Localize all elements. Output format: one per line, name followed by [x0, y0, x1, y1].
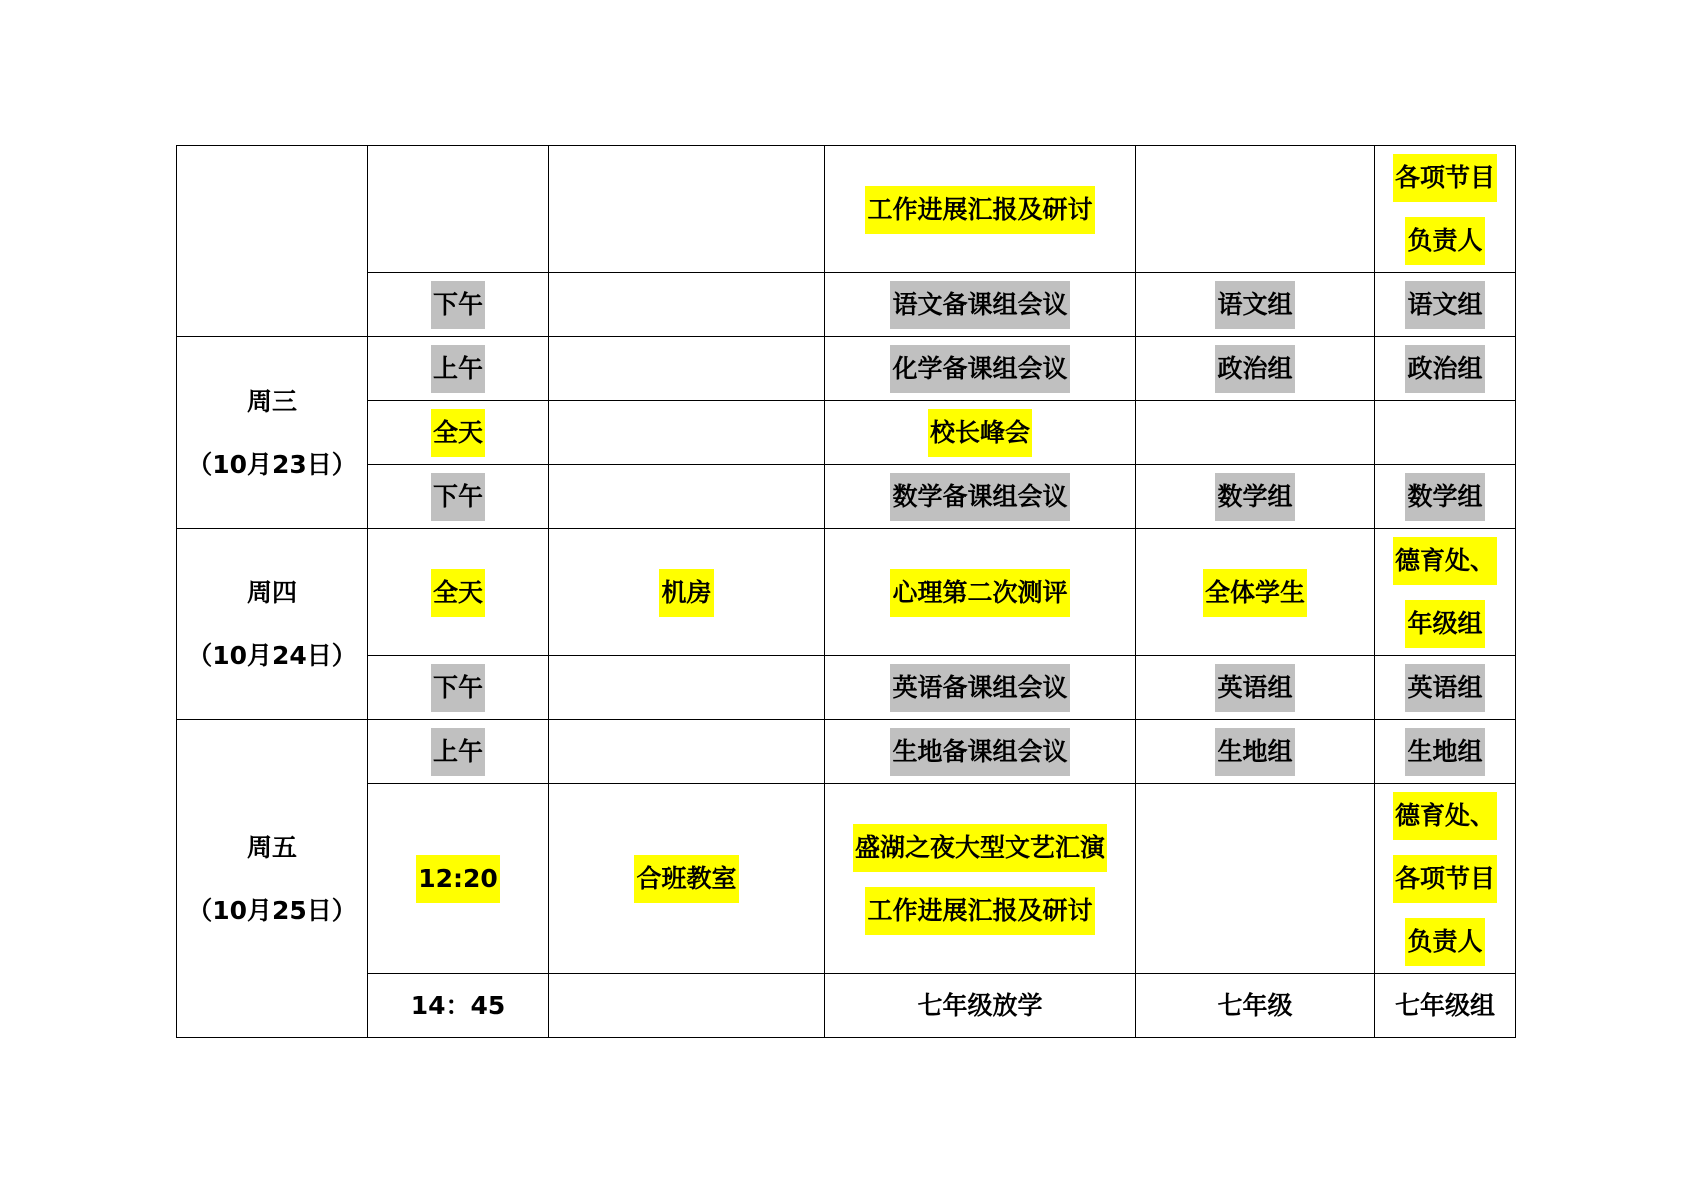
day-cell	[177, 529, 368, 720]
time-label: 上午	[431, 728, 485, 776]
participants-label: 英语组	[1215, 664, 1294, 712]
participants-label: 七年级	[1217, 991, 1293, 1020]
day-name: 周三	[246, 386, 297, 416]
location-cell	[549, 974, 825, 1038]
owner-cell	[1375, 720, 1516, 784]
time-cell	[368, 401, 549, 465]
owner-label: 政治组	[1405, 345, 1484, 393]
content-label: 英语备课组会议	[890, 664, 1069, 712]
participants-cell	[1136, 337, 1375, 401]
content-label: 数学备课组会议	[890, 473, 1069, 521]
owner-label: 数学组	[1405, 473, 1484, 521]
content-label: 心理第二次测评	[890, 569, 1069, 617]
owner-line: 各项节目	[1393, 154, 1497, 202]
location-label: 合班教室	[634, 855, 738, 903]
table-row	[177, 720, 1516, 784]
time-cell	[368, 720, 549, 784]
content-label: 生地备课组会议	[890, 728, 1069, 776]
content-label: 化学备课组会议	[890, 345, 1069, 393]
content-cell	[825, 529, 1136, 656]
participants-label: 数学组	[1215, 473, 1294, 521]
participants-cell	[1136, 465, 1375, 529]
location-cell	[549, 656, 825, 720]
location-cell	[549, 465, 825, 529]
time-label: 12:20	[416, 855, 500, 903]
day-name: 周五	[246, 832, 297, 862]
content-cell	[825, 656, 1136, 720]
day-cell	[177, 720, 368, 1038]
owner-label: 英语组	[1405, 664, 1484, 712]
location-cell	[549, 337, 825, 401]
owner-cell	[1375, 401, 1516, 465]
content-cell	[825, 273, 1136, 337]
day-date: （10月24日）	[187, 641, 357, 670]
owner-line: 年级组	[1405, 600, 1484, 648]
participants-cell	[1136, 401, 1375, 465]
day-date: （10月23日）	[187, 449, 357, 479]
time-cell	[368, 273, 549, 337]
content-cell	[825, 401, 1136, 465]
owner-line: 负责人	[1405, 217, 1484, 265]
schedule-table	[176, 145, 1516, 1038]
participants-cell	[1136, 974, 1375, 1038]
time-cell	[368, 337, 549, 401]
location-cell	[549, 401, 825, 465]
time-cell	[368, 146, 549, 273]
location-cell	[549, 146, 825, 273]
content-cell	[825, 720, 1136, 784]
day-cell	[177, 146, 368, 337]
owner-cell	[1375, 529, 1516, 656]
owner-cell	[1375, 465, 1516, 529]
participants-cell	[1136, 146, 1375, 273]
participants-label: 政治组	[1215, 345, 1294, 393]
location-cell	[549, 529, 825, 656]
owner-label: 语文组	[1405, 281, 1484, 329]
owner-line: 德育处、	[1393, 537, 1497, 585]
table-row	[177, 529, 1516, 656]
time-label: 下午	[431, 473, 485, 521]
time-cell	[368, 529, 549, 656]
owner-label: 生地组	[1405, 728, 1484, 776]
table-row	[177, 401, 1516, 465]
time-cell	[368, 784, 549, 974]
time-label: 下午	[431, 281, 485, 329]
participants-cell	[1136, 273, 1375, 337]
time-label: 全天	[431, 569, 485, 617]
day-name: 周四	[246, 578, 297, 607]
owner-line: 负责人	[1405, 918, 1484, 966]
time-label: 14：45	[410, 991, 506, 1020]
participants-cell	[1136, 784, 1375, 974]
owner-cell	[1375, 337, 1516, 401]
participants-label: 生地组	[1215, 728, 1294, 776]
participants-cell	[1136, 529, 1375, 656]
content-cell	[825, 465, 1136, 529]
time-cell	[368, 465, 549, 529]
content-cell	[825, 337, 1136, 401]
table-row	[177, 146, 1516, 273]
day-date: （10月25日）	[187, 895, 357, 925]
owner-cell	[1375, 273, 1516, 337]
content-label: 校长峰会	[928, 409, 1032, 457]
time-cell	[368, 974, 549, 1038]
table-row	[177, 273, 1516, 337]
content-cell	[825, 974, 1136, 1038]
participants-cell	[1136, 720, 1375, 784]
owner-cell	[1375, 784, 1516, 974]
location-cell	[549, 784, 825, 974]
table-row	[177, 337, 1516, 401]
location-cell	[549, 273, 825, 337]
content-line: 盛湖之夜大型文艺汇演	[853, 824, 1107, 872]
owner-label: 七年级组	[1394, 991, 1495, 1020]
owner-cell	[1375, 974, 1516, 1038]
table-row	[177, 465, 1516, 529]
time-label: 下午	[431, 664, 485, 712]
participants-label: 语文组	[1215, 281, 1294, 329]
content-label: 七年级放学	[917, 991, 1043, 1020]
day-cell	[177, 337, 368, 529]
owner-line: 德育处、	[1393, 792, 1497, 840]
time-label: 上午	[431, 345, 485, 393]
table-row	[177, 974, 1516, 1038]
table-row	[177, 656, 1516, 720]
participants-label: 全体学生	[1203, 569, 1307, 617]
time-cell	[368, 656, 549, 720]
table-row	[177, 784, 1516, 974]
time-label: 全天	[431, 409, 485, 457]
location-label: 机房	[659, 569, 713, 617]
owner-cell	[1375, 146, 1516, 273]
content-cell	[825, 784, 1136, 974]
content-line: 工作进展汇报及研讨	[865, 186, 1094, 234]
owner-cell	[1375, 656, 1516, 720]
owner-line: 各项节目	[1393, 855, 1497, 903]
content-line: 工作进展汇报及研讨	[865, 887, 1094, 935]
content-cell	[825, 146, 1136, 273]
content-label: 语文备课组会议	[890, 281, 1069, 329]
location-cell	[549, 720, 825, 784]
participants-cell	[1136, 656, 1375, 720]
